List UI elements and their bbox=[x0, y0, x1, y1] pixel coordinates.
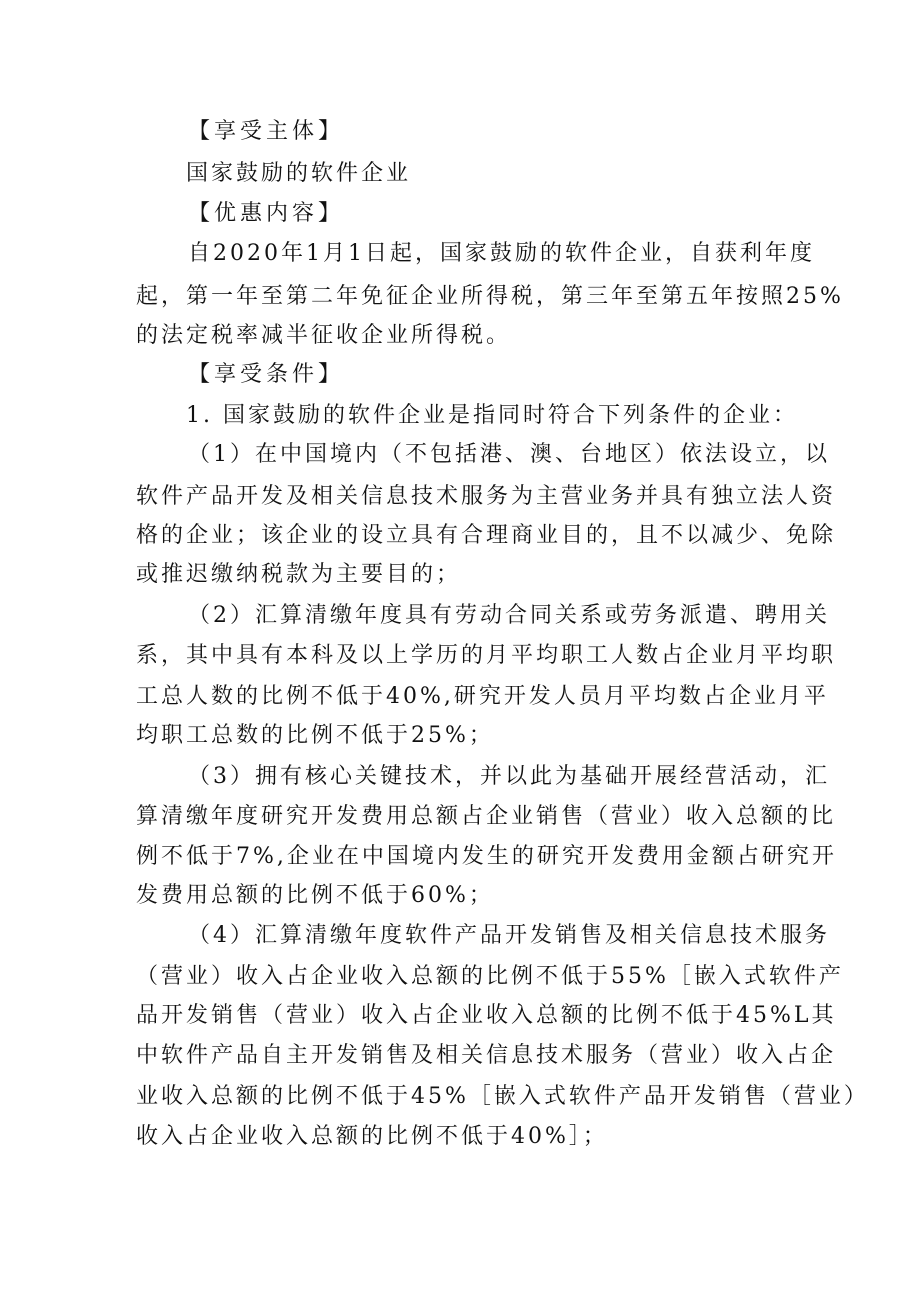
paragraph-line: 中软件产品自主开发销售及相关信息技术服务（营业）收入占企 bbox=[136, 1043, 837, 1068]
paragraph-line: 软件产品开发及相关信息技术服务为主营业务并具有独立法人资 bbox=[136, 484, 837, 509]
paragraph-line: （营业）收入占企业收入总额的比例不低于55%［嵌入式软件产 bbox=[136, 964, 844, 989]
paragraph-line: 品开发销售（营业）收入占企业收入总额的比例不低于45%L其 bbox=[136, 1003, 837, 1028]
paragraph-line: 格的企业；该企业的设立具有合理商业目的，且不以减少、免除 bbox=[136, 523, 837, 548]
paragraph-line: 起，第一年至第二年免征企业所得税，第三年至第五年按照25% bbox=[136, 284, 844, 309]
paragraph-line: （3）拥有核心关键技术，并以此为基础开展经营活动，汇 bbox=[188, 764, 830, 789]
paragraph-line: 发费用总额的比例不低于60%； bbox=[136, 883, 494, 908]
paragraph-line: 或推迟缴纳税款为主要目的； bbox=[136, 562, 462, 587]
paragraph-line: 系，其中具有本科及以上学历的月平均职工人数占企业月平均职 bbox=[136, 643, 837, 668]
paragraph-line: （2）汇算清缴年度具有劳动合同关系或劳务派遣、聘用关 bbox=[188, 603, 830, 628]
heading-beneficiary: 【享受主体】 bbox=[188, 119, 345, 144]
heading-benefit-content: 【优惠内容】 bbox=[188, 201, 345, 226]
paragraph-line: 算清缴年度研究开发费用总额占企业销售（营业）收入总额的比 bbox=[136, 804, 837, 829]
paragraph-line: （1）在中国境内（不包括港、澳、台地区）依法设立，以 bbox=[188, 442, 830, 467]
heading-conditions: 【享受条件】 bbox=[188, 362, 345, 387]
paragraph-line: （4）汇算清缴年度软件产品开发销售及相关信息技术服务 bbox=[188, 923, 830, 948]
paragraph-line: 1. 国家鼓励的软件企业是指同时符合下列条件的企业： bbox=[186, 403, 798, 428]
beneficiary-text: 国家鼓励的软件企业 bbox=[186, 161, 412, 186]
paragraph-line: 工总人数的比例不低于40%,研究开发人员月平均数占企业月平 bbox=[136, 684, 829, 709]
paragraph-line: 收入占企业收入总额的比例不低于40%］； bbox=[136, 1124, 608, 1149]
paragraph-line: 均职工总数的比例不低于25%； bbox=[136, 723, 494, 748]
paragraph-line: 业收入总额的比例不低于45%［嵌入式软件产品开发销售（营业） bbox=[136, 1084, 869, 1109]
paragraph-line: 例不低于7%,企业在中国境内发生的研究开发费用金额占研究开 bbox=[136, 844, 837, 869]
paragraph-line: 的法定税率减半征收企业所得税。 bbox=[136, 323, 512, 348]
paragraph-line: 自2020年1月1日起，国家鼓励的软件企业，自获利年度 bbox=[188, 241, 815, 266]
